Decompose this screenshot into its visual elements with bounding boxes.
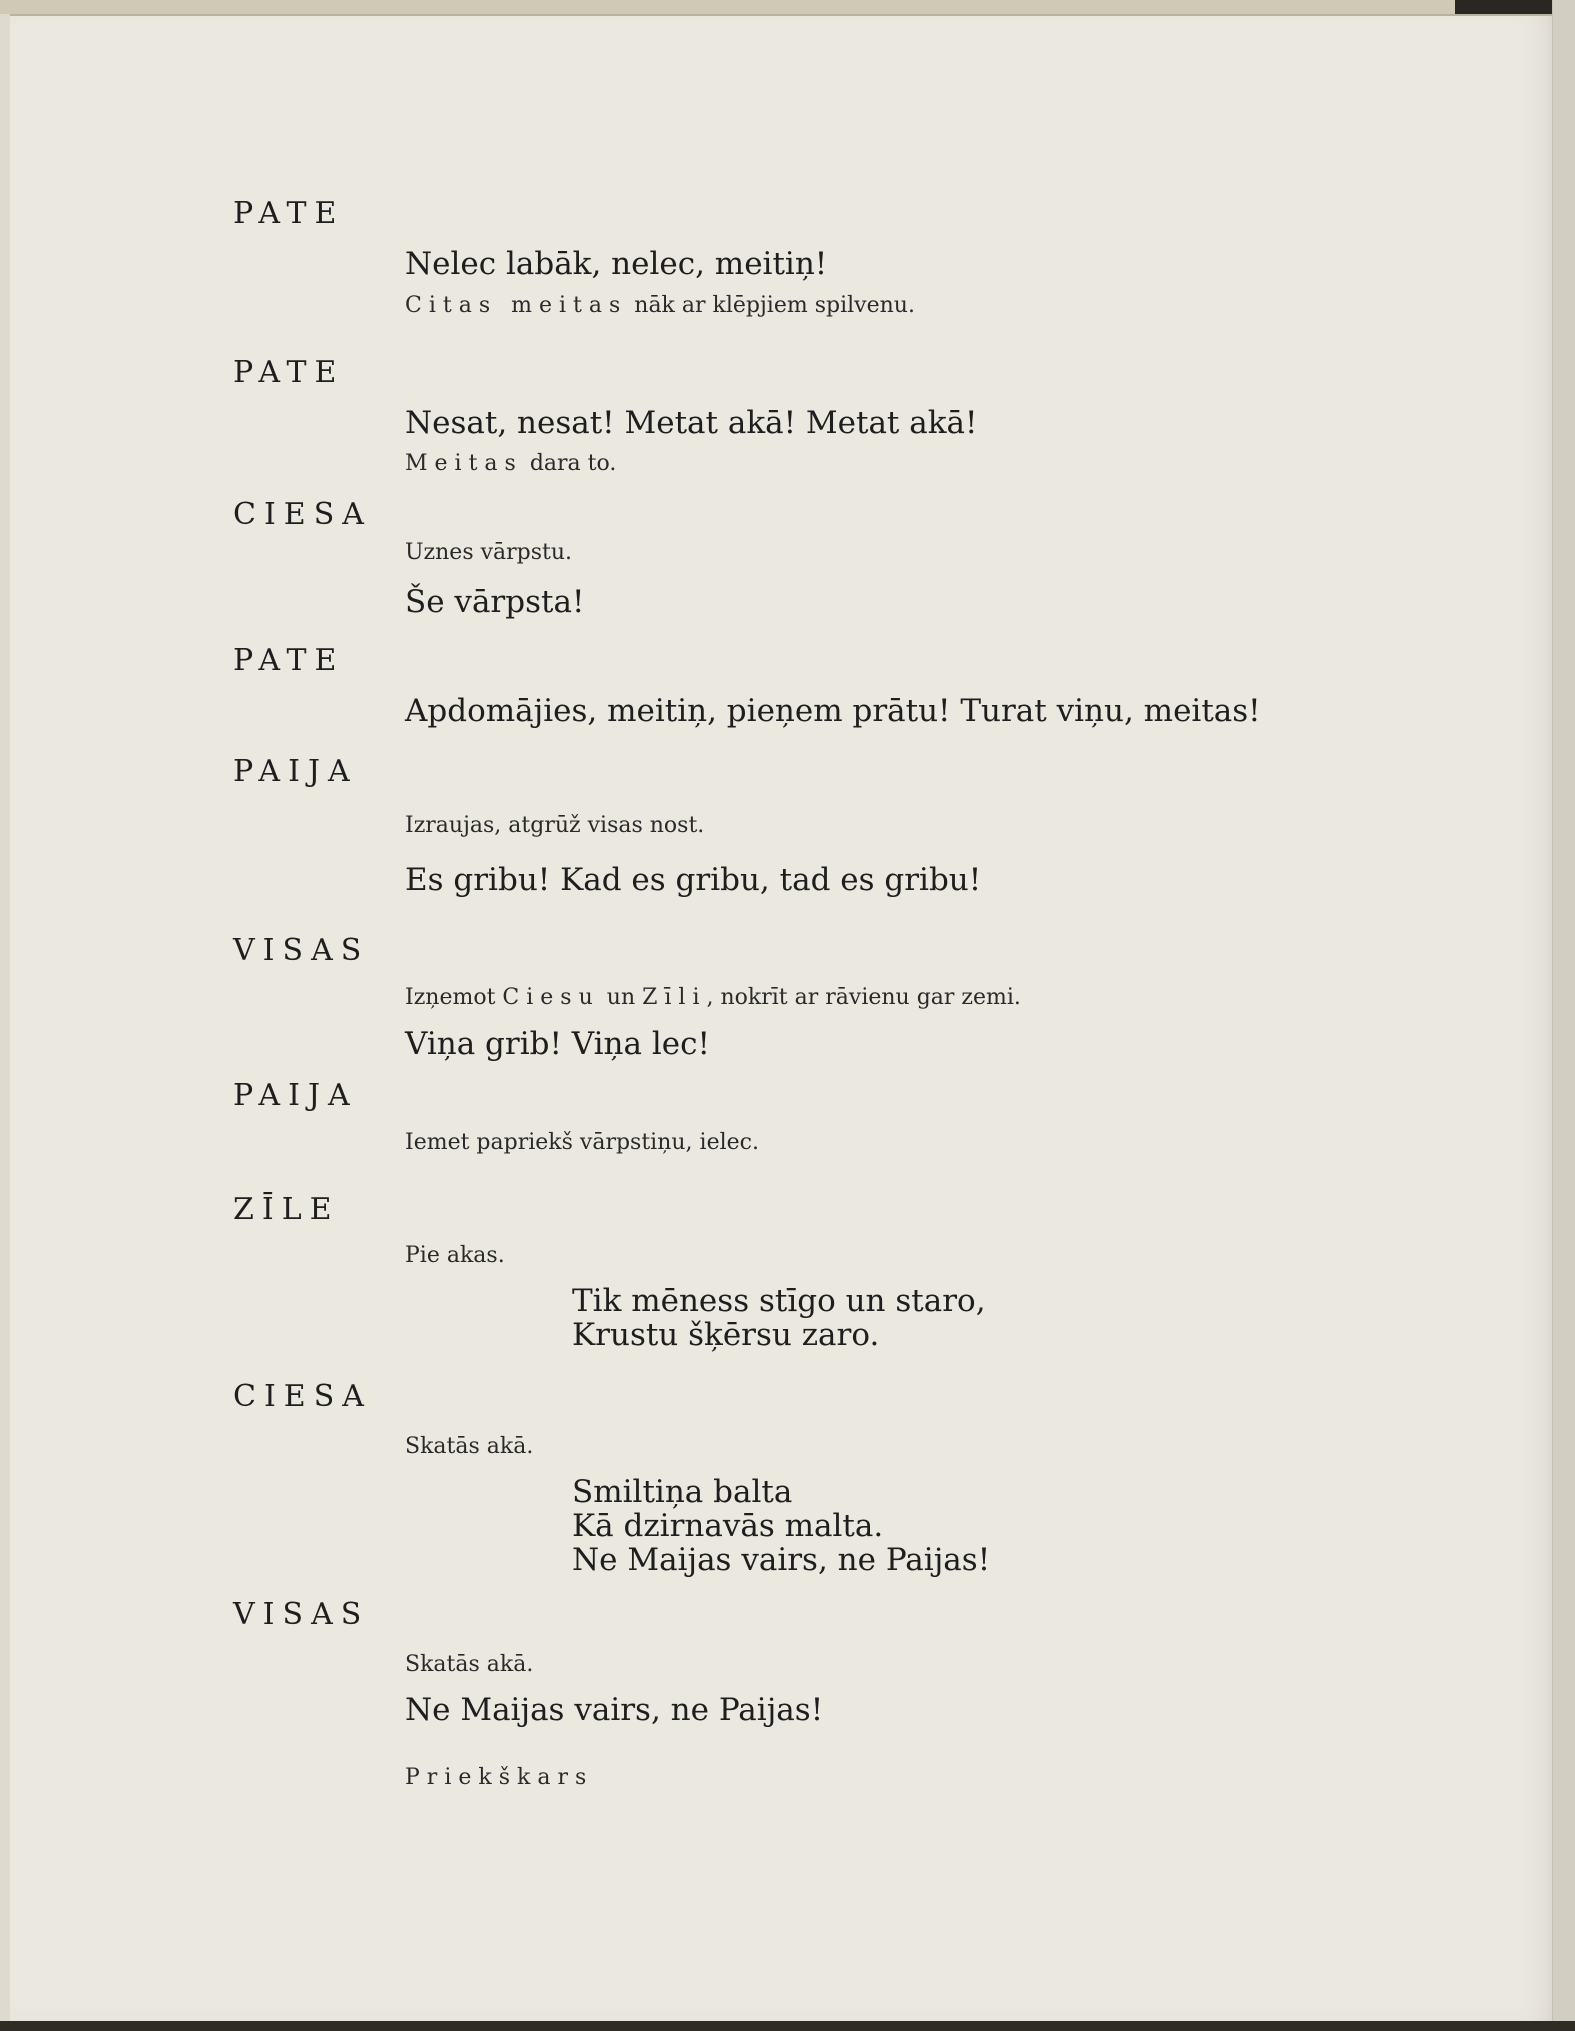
direction-name: Ciesu	[502, 985, 600, 1010]
curtain-direction: Priekškars	[405, 1765, 594, 1790]
dialogue-line: Viņa grib! Viņa lec!	[405, 1026, 710, 1062]
stage-direction	[405, 985, 1021, 1010]
direction-name: Citas meitas	[405, 293, 628, 318]
page-right-edge	[1552, 0, 1575, 2031]
dialogue-line: Nesat, nesat! Metat akā! Metat akā!	[405, 405, 978, 441]
stage-direction	[405, 451, 616, 476]
stage-direction: Skatās akā.	[405, 1652, 534, 1677]
speaker-name: PATE	[233, 355, 345, 390]
page-top-edge	[0, 0, 1575, 16]
verse-line: Ne Maijas vairs, ne Paijas!	[572, 1542, 991, 1578]
stage-direction: Skatās akā.	[405, 1434, 534, 1459]
speaker-name: PATE	[233, 196, 345, 231]
verse-line: Krustu šķērsu zaro.	[572, 1317, 880, 1353]
speaker-name: ZĪLE	[233, 1192, 340, 1227]
dialogue-line: Ne Maijas vairs, ne Paijas!	[405, 1692, 824, 1728]
speaker-name: PATE	[233, 643, 345, 678]
speaker-name: PAIJA	[233, 1078, 358, 1113]
verse-line: Kā dzirnavās malta.	[572, 1508, 884, 1544]
verse-block	[572, 1284, 986, 1352]
stage-direction	[405, 293, 915, 318]
stage-direction: Pie akas.	[405, 1243, 505, 1268]
verse-block	[572, 1475, 990, 1577]
direction-name: Zīli	[642, 985, 707, 1010]
speaker-name: VISAS	[233, 933, 370, 968]
stage-direction: Izraujas, atgrūž visas nost.	[405, 813, 705, 838]
direction-text: nāk ar klēpjiem spilvenu.	[627, 293, 915, 318]
speaker-name: PAIJA	[233, 754, 358, 789]
direction-text: dara to.	[522, 451, 617, 476]
direction-text: Izņemot	[405, 985, 503, 1010]
verse-line: Tik mēness stīgo un staro,	[572, 1283, 986, 1319]
stage-direction: Iemet papriekš vārpstiņu, ielec.	[405, 1130, 759, 1155]
speaker-name: VISAS	[233, 1597, 370, 1632]
dialogue-line: Nelec labāk, nelec, meitiņ!	[405, 246, 828, 282]
verse-line: Smiltiņa balta	[572, 1474, 793, 1510]
stage-direction: Uznes vārpstu.	[405, 540, 573, 565]
dialogue-line: Es gribu! Kad es gribu, tad es gribu!	[405, 862, 982, 898]
speaker-name: CIESA	[233, 1379, 372, 1414]
direction-text: un	[599, 985, 643, 1010]
direction-name: Meitas	[405, 451, 523, 476]
speaker-name: CIESA	[233, 497, 372, 532]
dialogue-line: Apdomājies, meitiņ, pieņem prātu! Turat viņu, meitas!	[405, 693, 1261, 729]
direction-text: , nokrīt ar rāvienu gar zemi.	[706, 985, 1021, 1010]
dialogue-line: Še vārpsta!	[405, 584, 585, 620]
page-bottom-edge	[0, 2021, 1575, 2031]
page-left-edge	[0, 14, 10, 2021]
